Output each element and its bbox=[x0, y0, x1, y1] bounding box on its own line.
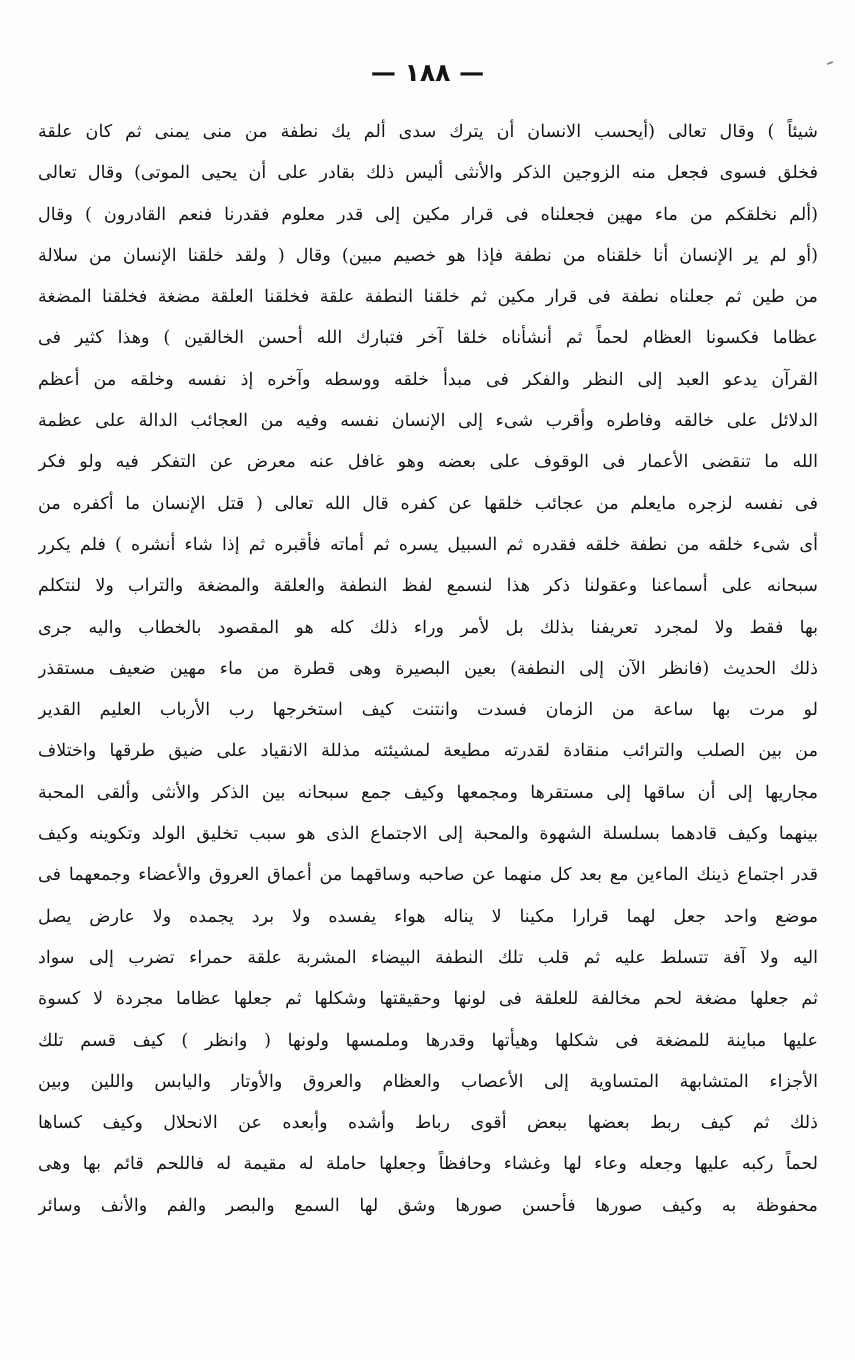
text-line-18: بينهما وكيف قادهما بسلسلة الشهوة والمحبة إلى الاجتماع الذى هو سبب تخليق الولد وتكوينه وكيف bbox=[38, 824, 818, 845]
text-line-2: فخلق فسوى فجعل منه الزوجين الذكر والأنثى أليس ذلك بقادر على أن يحيى الموتى) وقال تعالى bbox=[38, 163, 818, 184]
text-line-15: لو مرت بها ساعة من الزمان فسدت وانتنت كيف استخرجها رب الأرباب العليم القدير bbox=[38, 700, 818, 721]
text-line-1: شيئاً ) وقال تعالى (أيحسب الانسان أن يترك سدى ألم يك نطفة من منى يمنى ثم كان علقة bbox=[38, 122, 818, 142]
text-line-6: عظاما فكسونا العظام لحماً ثم أنشأناه خلقا آخر فتبارك الله أحسن الخالقين ) وهذا كثير فى bbox=[38, 328, 818, 349]
page-number: — ١٨٨ — bbox=[370, 58, 485, 87]
text-line-22: ثم جعلها مضغة لحم مخالفة للعلقة فى لونها وحقيقتها وشكلها ثم جعلها عظاما مجردة لا كسوة bbox=[38, 989, 818, 1010]
text-line-3: (ألم نخلقكم من ماء مهين فجعلناه فى قرار مكين إلى قدر معلوم فقدرنا فنعم القادرون ) وقال bbox=[38, 204, 818, 225]
text-line-17: مجاريها إلى أن ساقها إلى مستقرها ومجمعها وكيف جمع سبحانه بين الذكر والأنثى وألقى المحبة bbox=[38, 782, 818, 803]
text-line-21: اليه ولا آفة تتسلط عليه ثم قلب تلك النطفة البيضاء المشربة علقة حمراء تضرب إلى سواد bbox=[38, 947, 818, 968]
text-line-20: موضع واحد جعل لهما قرارا مكينا لا يناله هواء يفسده ولا برد يجمده ولا عارض يصل bbox=[38, 906, 818, 927]
text-line-8: الدلائل على خالقه وفاطره وأقرب شىء إلى الإنسان نفسه وفيه من العجائب الدالة على عظمة bbox=[38, 411, 818, 432]
text-line-9: الله ما تنقضى الأعمار فى الوقوف على بعضه وهو غافل عنه معرض عن التفكر فيه ولو فكر bbox=[38, 452, 818, 473]
text-line-16: من بين الصلب والترائب منقادة لقدرته مطيعة لمشيئته مذللة الانقياد على ضيق طرقها واختلاف bbox=[38, 741, 818, 762]
text-line-19: قدر اجتماع ذينك الماءين مع بعد كل منهما عن صاحبه وساقهما من أعماق العروق والأعضاء وجمعهما فى bbox=[38, 865, 818, 886]
text-line-13: بها فقط ولا لمجرد تعريفنا بذلك بل لأمر وراء ذلك كله هو المقصود بالخطاب واليه جرى bbox=[38, 617, 818, 638]
text-line-10: فى نفسه لزجره مايعلم من عجائب خلقها عن كفره قال الله تعالى ( قتل الإنسان ما أكفره من bbox=[38, 493, 818, 514]
text-line-11: أى شىء خلقه من نطفة خلقه فقدره ثم السبيل يسره ثم أماته فأقبره ثم إذا شاء أنشره ) فلم يكرر bbox=[38, 534, 818, 555]
text-line-27: محفوظة به وكيف صورها فأحسن صورها وشق لها السمع والبصر والفم والأنف وسائر bbox=[38, 1195, 818, 1216]
text-line-7: القرآن يدعو العبد إلى النظر والفكر فى مبدأ خلقه ووسطه وآخره إذ نفسه وخلقه من أعظم bbox=[38, 369, 818, 390]
text-line-12: سبحانه على أسماعنا وعقولنا ذكر هذا لنسمع لفظ النطفة والعلقة والمضغة والتراب ولا لنتكلم bbox=[38, 576, 818, 597]
text-line-4: (أو لم ير الإنسان أنا خلقناه من نطفة فإذا هو خصيم مبين) وقال ( ولقد خلقنا الإنسان من سلالة bbox=[38, 245, 818, 266]
text-line-23: عليها مباينة للمضغة فى شكلها وهيأتها وقدرها وملمسها ولونها ( وانظر ) كيف قسم تلك bbox=[38, 1030, 818, 1051]
text-line-26: لحماً ركبه عليها وجعله وعاء لها وغشاء وحافظاً وجعلها حاملة له مقيمة له فاللحم قائم بها وهى bbox=[38, 1154, 818, 1175]
body-text bbox=[38, 112, 818, 1227]
text-line-14: ذلك الحديث (فانظر الآن إلى النطفة) بعين البصيرة وهى قطرة من ماء مهين ضعيف مستقذر bbox=[38, 658, 818, 679]
text-line-24: الأجزاء المتشابهة المتساوية إلى الأعصاب والعظام والعروق والأوتار واليابس واللين وبين bbox=[38, 1071, 818, 1092]
text-line-25: ذلك ثم كيف ربط بعضها ببعض أقوى رباط وأشده وأبعده عن الانحلال وكيف كساها bbox=[38, 1113, 818, 1134]
text-line-5: من طين ثم جعلناه نطفة فى قرار مكين ثم خلقنا النطفة علقة فخلقنا العلقة مضغة فخلقنا المضغة bbox=[38, 287, 818, 308]
